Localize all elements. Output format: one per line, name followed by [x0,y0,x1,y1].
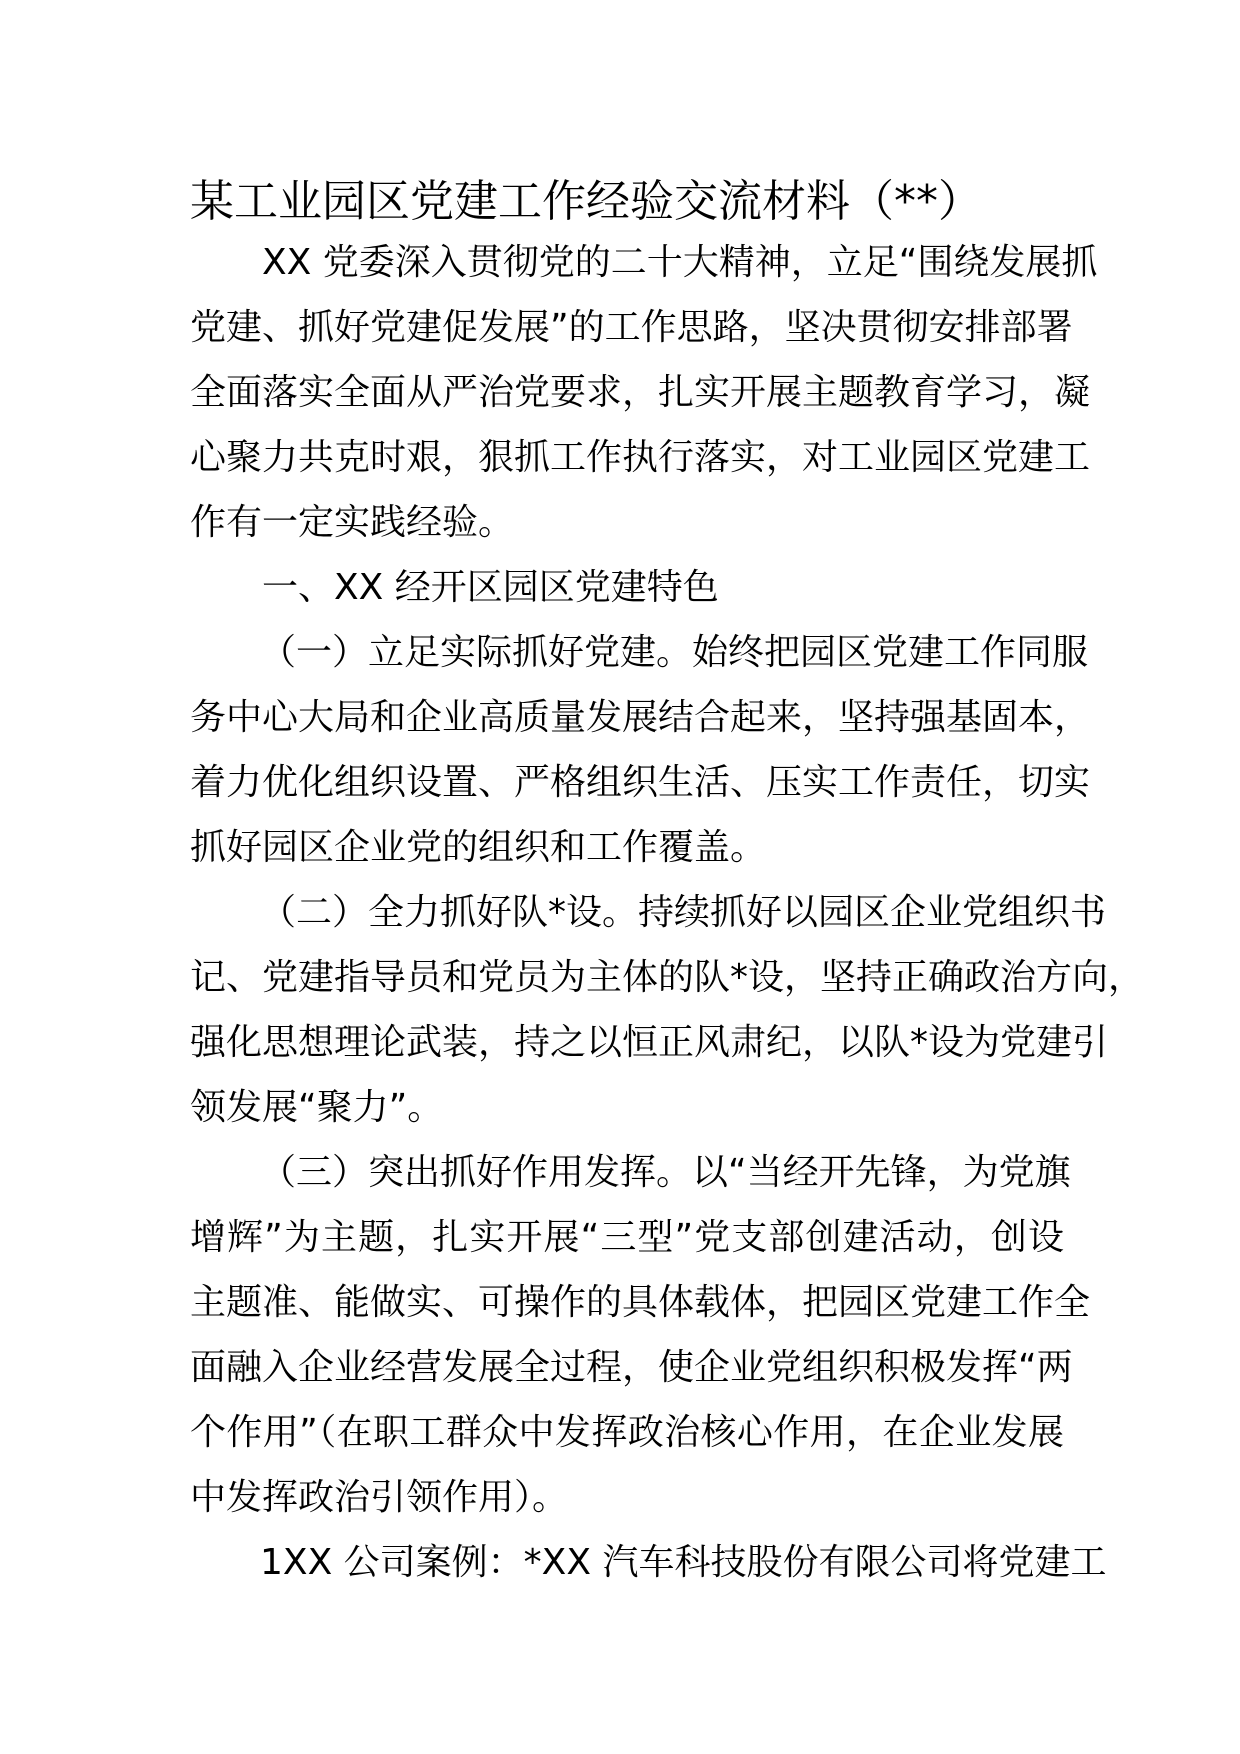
paragraph-line: 心聚力共克时艰，狠抓工作执行落实，对工业园区党建工 [190,437,1091,478]
paragraph-line: （一）立足实际抓好党建。始终把园区党建工作同服 [260,632,1089,673]
paragraph-line: 强化思想理论武装，持之以恒正风肃纪，以队*设为党建引 [190,1022,1109,1063]
document-body [190,230,1145,1595]
paragraph-line: 面融入企业经营发展全过程，使企业党组织积极发挥“两 [190,1347,1073,1388]
paragraph-line: 党建、抓好党建促发展”的工作思路，坚决贯彻安排部署 [190,307,1073,348]
paragraph-line: 务中心大局和企业高质量发展结合起来，坚持强基固本， [190,697,1091,738]
section-heading: 一、XX 经开区园区党建特色 [262,567,719,608]
paragraph-line: 记、党建指导员和党员为主体的队*设，坚持正确政治方向， [190,957,1145,998]
document-title: 某工业园区党建工作经验交流材料（**） [190,176,982,227]
paragraph-line: （二）全力抓好队*设。持续抓好以园区企业党组织书 [260,892,1107,933]
paragraph-line: 增辉”为主题，扎实开展“三型”党支部创建活动，创设 [190,1217,1064,1258]
paragraph-line: 领发展“聚力”。 [190,1087,444,1128]
paragraph-line: 全面落实全面从严治党要求，扎实开展主题教育学习，凝 [190,372,1091,413]
paragraph-line: 着力优化组织设置、严格组织生活、压实工作责任，切实 [190,762,1091,803]
paragraph-line: （三）突出抓好作用发挥。以“当经开先锋，为党旗 [260,1152,1071,1193]
paragraph-line: 作有一定实践经验。 [190,502,515,543]
paragraph-line: 抓好园区企业党的组织和工作覆盖。 [190,827,767,868]
paragraph-line: XX 党委深入贯彻党的二十大精神，立足“围绕发展抓 [262,242,1098,283]
paragraph-line: 个作用”（在职工群众中发挥政治核心作用，在企业发展 [190,1412,1064,1453]
paragraph-line: 中发挥政治引领作用）。 [190,1477,569,1518]
paragraph-line: 主题准、能做实、可操作的具体载体，把园区党建工作全 [190,1282,1091,1323]
paragraph-line: 1XX 公司案例：*XX 汽车科技股份有限公司将党建工 [260,1542,1107,1583]
